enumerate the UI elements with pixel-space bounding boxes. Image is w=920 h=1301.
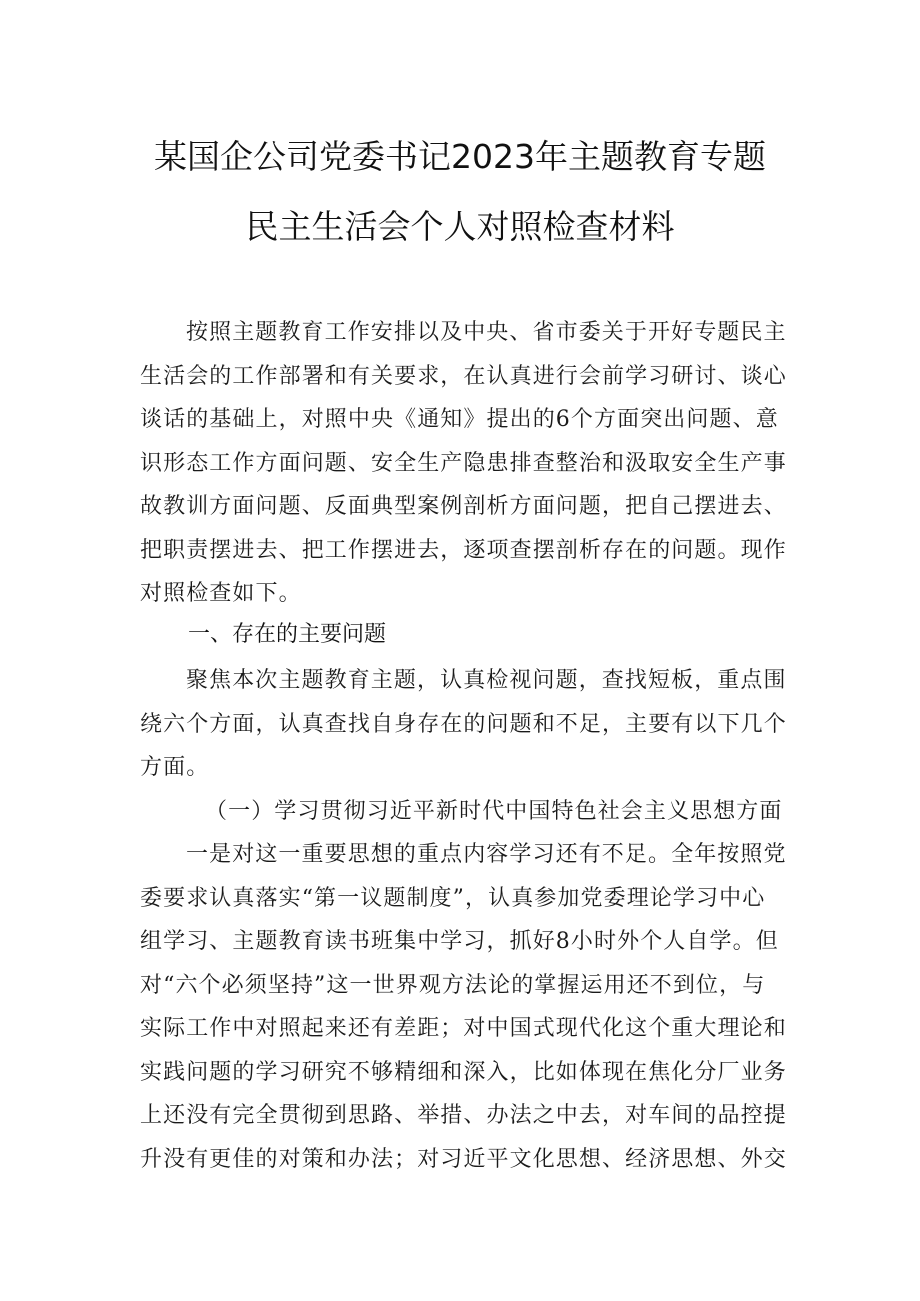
subsection-paragraph-line: 实际工作中对照起来还有差距；对中国式现代化这个重大理论和 [140, 1016, 787, 1041]
subsection-paragraph-line: 升没有更佳的对策和办法；对习近平文化思想、经济思想、外交 [140, 1147, 787, 1172]
subsection-paragraph-line: 实践问题的学习研究不够精细和深入，比如体现在焦化分厂业务 [140, 1060, 787, 1085]
section-heading-main-problems: 一、存在的主要问题 [188, 622, 387, 647]
intro-paragraph-line: 故教训方面问题、反面典型案例剖析方面问题，把自己摆进去、 [140, 494, 787, 519]
subsection-paragraph-line: 上还没有完全贯彻到思路、举措、办法之中去，对车间的品控提 [140, 1103, 787, 1128]
intro-paragraph-line: 把职责摆进去、把工作摆进去，逐项查摆剖析存在的问题。现作 [140, 538, 787, 563]
document-title-line-2: 民主生活会个人对照检查材料 [245, 207, 675, 246]
section-paragraph-line: 方面。 [140, 755, 210, 780]
intro-paragraph-line: 识形态工作方面问题、安全生产隐患排查整治和汲取安全生产事 [140, 451, 787, 476]
section-paragraph-line: 绕六个方面，认真查找自身存在的问题和不足，主要有以下几个 [140, 712, 787, 737]
subsection-paragraph-line: 一是对这一重要思想的重点内容学习还有不足。全年按照党 [186, 842, 787, 867]
document-title-line-1: 某国企公司党委书记2023年主题教育专题 [154, 137, 766, 176]
intro-paragraph-line: 谈话的基础上，对照中央《通知》提出的6个方面突出问题、意 [140, 407, 779, 432]
section-paragraph-line: 聚焦本次主题教育主题，认真检视问题，查找短板，重点围 [186, 668, 787, 693]
subsection-paragraph-line: 对“六个必须坚持”这一世界观方法论的掌握运用还不到位，与 [140, 973, 766, 998]
intro-paragraph-line: 按照主题教育工作安排以及中央、省市委关于开好专题民主 [186, 320, 787, 345]
subsection-paragraph-line: 组学习、主题教育读书班集中学习，抓好8小时外个人自学。但 [140, 929, 779, 954]
intro-paragraph-line: 对照检查如下。 [140, 581, 302, 606]
subsection-paragraph-line: 委要求认真落实“第一议题制度”，认真参加党委理论学习中心 [140, 886, 766, 911]
intro-paragraph-line: 生活会的工作部署和有关要求，在认真进行会前学习研讨、谈心 [140, 364, 787, 389]
subsection-heading: （一）学习贯彻习近平新时代中国特色社会主义思想方面 [205, 799, 783, 824]
